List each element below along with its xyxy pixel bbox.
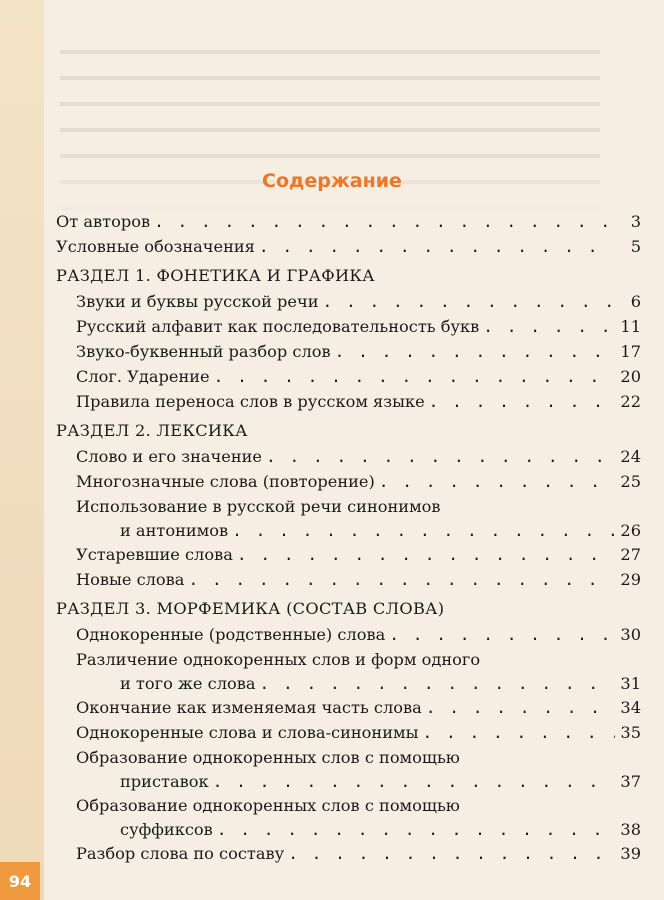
toc-entry <box>56 567 641 592</box>
dot-leader <box>154 209 615 234</box>
entry-title: суффиксов <box>120 820 213 839</box>
entry-page-number: 30 <box>620 625 641 644</box>
entry-page-number: 38 <box>620 820 641 839</box>
dot-leader <box>259 234 615 259</box>
entry-title: Использование в русской речи синонимов <box>76 497 441 516</box>
toc-entry <box>56 314 641 339</box>
dot-leader <box>323 289 616 314</box>
section-title: РАЗДЕЛ 3. МОРФЕМИКА (СОСТАВ СЛОВА) <box>56 599 445 618</box>
entry-title: Условные обозначения <box>56 237 255 256</box>
entry-title: Правила переноса слов в русском языке <box>76 392 425 411</box>
dot-leader <box>335 339 615 364</box>
entry-page-number: 27 <box>620 545 641 564</box>
entry-page-number: 39 <box>620 844 641 863</box>
entry-title: Окончание как изменяемая часть слова <box>76 698 422 717</box>
toc-entry <box>56 494 641 519</box>
entry-title: Слово и его значение <box>76 447 263 466</box>
toc-section-heading <box>56 263 641 289</box>
entry-page-number: 20 <box>620 367 641 386</box>
dot-leader <box>288 841 615 866</box>
toc-entry <box>56 647 641 672</box>
toc-entry <box>56 289 641 314</box>
entry-title: Новые слова <box>76 570 185 589</box>
toc-entry <box>56 519 641 542</box>
page-margin-strip <box>0 0 44 900</box>
page-title: Содержание <box>262 170 402 192</box>
entry-page-number: 37 <box>620 772 641 791</box>
toc-entry <box>56 542 641 567</box>
entry-page-number: 34 <box>620 698 641 717</box>
entry-title: Образование однокоренных слов с помощью <box>76 796 460 815</box>
entry-page-number: 5 <box>630 237 641 256</box>
toc-section-heading <box>56 418 641 444</box>
section-title: РАЗДЕЛ 2. ЛЕКСИКА <box>56 421 248 440</box>
toc-entry <box>56 469 641 494</box>
toc-entry <box>56 339 641 364</box>
toc-entry <box>56 234 641 259</box>
entry-title: Образование однокоренных слов с помощью <box>76 748 460 767</box>
dot-leader <box>422 720 615 745</box>
entry-title: и антонимов <box>120 521 229 540</box>
entry-page-number: 17 <box>620 342 641 361</box>
entry-page-number: 6 <box>630 292 641 311</box>
toc-entry <box>56 818 641 841</box>
entry-page-number: 3 <box>630 212 641 231</box>
entry-page-number: 35 <box>620 723 641 742</box>
dot-leader <box>232 519 615 542</box>
entry-title: От авторов <box>56 212 151 231</box>
entry-page-number: 25 <box>620 472 641 491</box>
entry-page-number: 11 <box>620 317 641 336</box>
entry-page-number: 24 <box>620 447 641 466</box>
dot-leader <box>217 818 615 841</box>
entry-title: Однокоренные слова и слова-синонимы <box>76 723 419 742</box>
dot-leader <box>214 364 615 389</box>
dot-leader <box>429 389 615 414</box>
dot-leader <box>259 672 615 695</box>
toc-entry <box>56 720 641 745</box>
show-through-text <box>60 28 600 228</box>
dot-leader <box>213 770 615 793</box>
toc-entry <box>56 793 641 818</box>
dot-leader <box>426 695 615 720</box>
entry-title: Разбор слова по составу <box>76 844 285 863</box>
dot-leader <box>389 622 615 647</box>
toc-entry <box>56 745 641 770</box>
entry-title: Однокоренные (родственные) слова <box>76 625 386 644</box>
entry-title: приставок <box>120 772 209 791</box>
entry-title: Устаревшие слова <box>76 545 233 564</box>
toc-entry <box>56 695 641 720</box>
dot-leader <box>379 469 615 494</box>
toc-entry <box>56 389 641 414</box>
toc-entry <box>56 444 641 469</box>
entry-page-number: 26 <box>620 521 641 540</box>
toc-entry <box>56 672 641 695</box>
dot-leader <box>483 314 615 339</box>
entry-title: Слог. Ударение <box>76 367 210 386</box>
entry-title: и того же слова <box>120 674 256 693</box>
toc-entry <box>56 209 641 234</box>
dot-leader <box>188 567 615 592</box>
entry-page-number: 31 <box>620 674 641 693</box>
dot-leader <box>237 542 615 567</box>
toc-entry <box>56 364 641 389</box>
entry-title: Различение однокоренных слов и форм одного <box>76 650 481 669</box>
toc-section-heading <box>56 596 641 622</box>
entry-title: Многозначные слова (повторение) <box>76 472 375 491</box>
dot-leader <box>266 444 615 469</box>
toc-entry <box>56 770 641 793</box>
entry-title: Русский алфавит как последовательность букв <box>76 317 480 336</box>
section-title: РАЗДЕЛ 1. ФОНЕТИКА И ГРАФИКА <box>56 266 375 285</box>
entry-title: Звуко-буквенный разбор слов <box>76 342 331 361</box>
toc-entry <box>56 841 641 866</box>
entry-page-number: 29 <box>620 570 641 589</box>
entry-page-number: 22 <box>620 392 641 411</box>
page-number-badge: 94 <box>0 862 40 900</box>
table-of-contents <box>56 209 641 866</box>
entry-title: Звуки и буквы русской речи <box>76 292 319 311</box>
toc-entry <box>56 622 641 647</box>
